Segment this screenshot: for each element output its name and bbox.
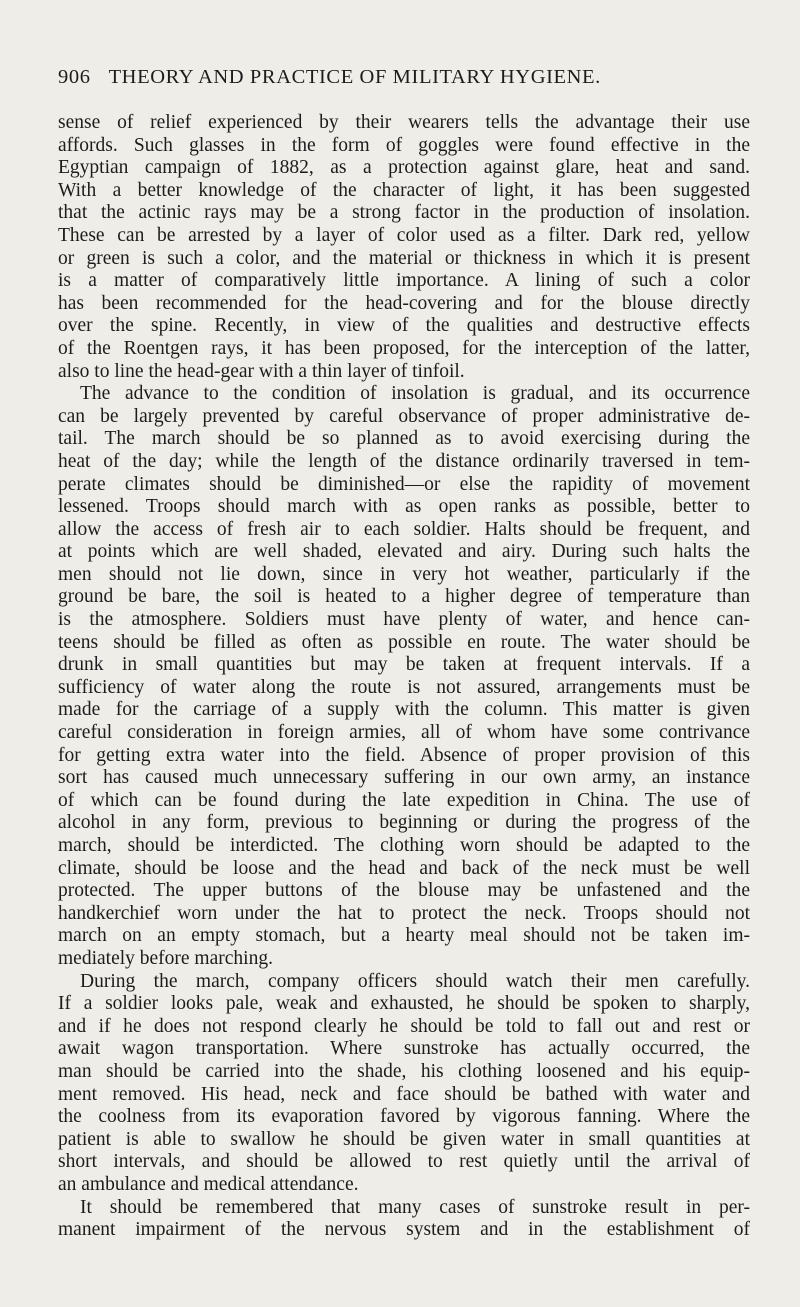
- page-number: 906: [58, 66, 91, 88]
- text-line: march on an empty stomach, but a hearty meal should not be taken im-: [58, 925, 750, 947]
- text-line: man should be carried into the shade, his clothing loosened and his equip-: [58, 1060, 750, 1082]
- text-line: for getting extra water into the field. Absence of proper provision of this: [58, 744, 750, 766]
- text-line: During the march, company officers should watch their men carefully.: [80, 970, 750, 992]
- text-line: men should not lie down, since in very hot weather, particularly if the: [58, 563, 750, 585]
- running-header: [58, 66, 748, 96]
- text-line: With a better knowledge of the character of light, it has been suggested: [58, 179, 750, 201]
- body-text: [58, 112, 750, 1242]
- text-line: made for the carriage of a supply with the column. This matter is given: [58, 699, 750, 721]
- text-line: also to line the head-gear with a thin layer of tinfoil.: [58, 360, 465, 382]
- text-line: over the spine. Recently, in view of the qualities and destructive effects: [58, 315, 750, 337]
- text-line: is the atmosphere. Soldiers must have plenty of water, and hence can-: [58, 609, 750, 631]
- text-line: tail. The march should be so planned as to avoid exercising during the: [58, 428, 750, 450]
- text-line: and if he does not respond clearly he should be told to fall out and rest or: [58, 1015, 750, 1037]
- text-line: sufficiency of water along the route is not assured, arrangements must be: [58, 676, 750, 698]
- text-line: handkerchief worn under the hat to protect the neck. Troops should not: [58, 902, 750, 924]
- text-line: can be largely prevented by careful observance of proper administrative de-: [58, 405, 750, 427]
- text-line: Egyptian campaign of 1882, as a protection against glare, heat and sand.: [58, 157, 750, 179]
- text-line: is a matter of comparatively little importance. A lining of such a color: [58, 270, 750, 292]
- text-line: If a soldier looks pale, weak and exhausted, he should be spoken to sharply,: [58, 993, 750, 1015]
- text-line: ment removed. His head, neck and face should be bathed with water and: [58, 1083, 750, 1105]
- text-line: lessened. Troops should march with as open ranks as possible, better to: [58, 496, 750, 518]
- text-line: or green is such a color, and the material or thickness in which it is present: [58, 247, 750, 269]
- text-line: The advance to the condition of insolation is gradual, and its occurrence: [80, 383, 750, 405]
- text-line: at points which are well shaded, elevated and airy. During such halts the: [58, 541, 750, 563]
- text-line: affords. Such glasses in the form of goggles were found effective in the: [58, 134, 750, 156]
- text-line: await wagon transportation. Where sunstroke has actually occurred, the: [58, 1038, 750, 1060]
- text-line: the coolness from its evaporation favored by vigorous fanning. Where the: [58, 1106, 750, 1128]
- text-line: sense of relief experienced by their wearers tells the advantage their use: [58, 112, 750, 133]
- text-line: manent impairment of the nervous system and in the establishment of: [58, 1219, 750, 1241]
- text-line: These can be arrested by a layer of color used as a filter. Dark red, yellow: [58, 224, 750, 246]
- text-line: heat of the day; while the length of the distance ordinarily traversed in tem-: [58, 450, 750, 472]
- text-line: It should be remembered that many cases of sunstroke result in per-: [80, 1196, 750, 1218]
- text-line: of which can be found during the late expedition in China. The use of: [58, 789, 750, 811]
- text-line: patient is able to swallow he should be given water in small quantities at: [58, 1128, 750, 1150]
- text-line: of the Roentgen rays, it has been proposed, for the interception of the latter,: [58, 337, 750, 359]
- text-line: teens should be filled as often as possible en route. The water should be: [58, 631, 750, 653]
- text-line: ground be bare, the soil is heated to a higher degree of temperature than: [58, 586, 750, 608]
- text-line: allow the access of fresh air to each soldier. Halts should be frequent, and: [58, 518, 750, 540]
- text-line: drunk in small quantities but may be taken at frequent intervals. If a: [58, 654, 750, 676]
- text-line: sort has caused much unnecessary suffering in our own army, an instance: [58, 767, 750, 789]
- text-line: protected. The upper buttons of the blouse may be unfastened and the: [58, 880, 750, 902]
- running-title: THEORY AND PRACTICE OF MILITARY HYGIENE.: [108, 66, 601, 88]
- text-line: careful consideration in foreign armies, all of whom have some contrivance: [58, 722, 750, 744]
- text-line: march, should be interdicted. The clothing worn should be adapted to the: [58, 835, 750, 856]
- text-line: an ambulance and medical attendance.: [58, 1173, 359, 1195]
- text-line: alcohol in any form, previous to beginning or during the progress of the: [58, 812, 750, 834]
- text-line: climate, should be loose and the head and back of the neck must be well: [58, 857, 750, 879]
- text-line: perate climates should be diminished—or else the rapidity of movement: [58, 473, 750, 495]
- text-line: short intervals, and should be allowed to rest quietly until the arrival of: [58, 1151, 750, 1173]
- text-line: mediately before marching.: [58, 947, 273, 969]
- text-line: that the actinic rays may be a strong factor in the production of insolation.: [58, 202, 750, 224]
- text-line: has been recommended for the head-covering and for the blouse directly: [58, 292, 750, 314]
